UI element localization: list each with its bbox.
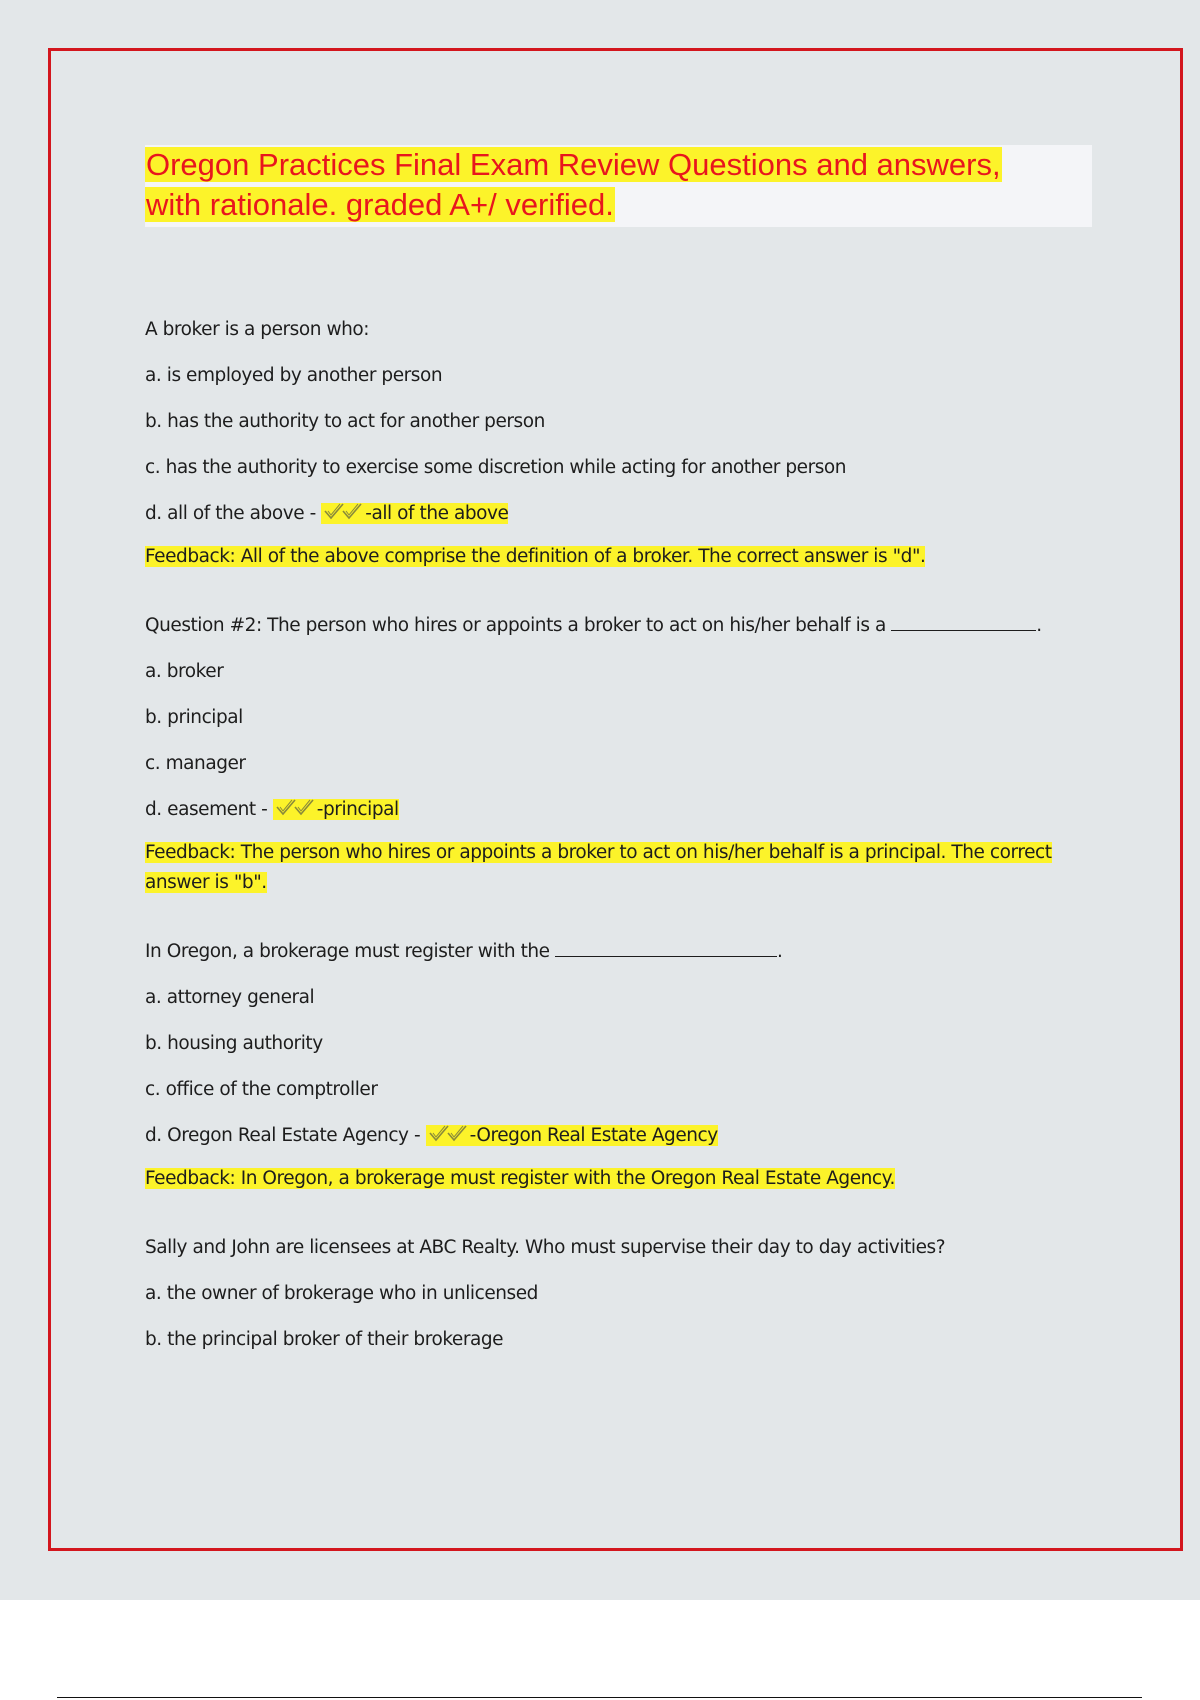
answer-text: -all of the above <box>365 503 509 524</box>
question-prompt <box>145 608 1085 654</box>
question-text: Question #2: The person who hires or appoints a broker to act on his/her behalf is a <box>145 615 892 636</box>
question-prompt <box>145 1230 1085 1276</box>
feedback-text: Feedback: In Oregon, a brokerage must register with the Oregon Real Estate Agency. <box>145 1168 895 1189</box>
question-list <box>145 312 1085 1404</box>
fill-in-blank <box>891 612 1036 631</box>
question-text-end: . <box>1036 615 1042 636</box>
feedback <box>145 542 1085 572</box>
option-text: d. easement - <box>145 799 273 820</box>
double-check-icon <box>275 794 317 830</box>
correct-answer <box>321 503 508 524</box>
answer-option <box>145 496 1085 542</box>
answer-option: a. the owner of brokerage who in unlicensed <box>145 1283 538 1304</box>
feedback <box>145 838 1085 898</box>
question-text: In Oregon, a brokerage must register with the <box>145 941 556 962</box>
double-check-icon <box>428 1120 470 1156</box>
question-prompt <box>145 312 1085 358</box>
feedback-text: Feedback: The person who hires or appoints a broker to act on his/her behalf is a principal. The correct answer is "b". <box>145 842 1052 893</box>
answer-option <box>145 1118 1085 1164</box>
question-text: Sally and John are licensees at ABC Realty. Who must supervise their day to day activities? <box>145 1237 946 1258</box>
answer-option: b. has the authority to act for another person <box>145 411 545 432</box>
document-title <box>145 145 1092 225</box>
footer-divider <box>57 1697 1142 1698</box>
correct-answer <box>273 799 399 820</box>
question-prompt <box>145 934 1085 980</box>
question-block <box>145 608 1085 898</box>
answer-text: -principal <box>316 799 399 820</box>
title-line: Oregon Practices Final Exam Review Questions and answers, <box>146 147 1001 182</box>
answer-option: c. office of the comptroller <box>145 1079 378 1100</box>
answer-option: a. attorney general <box>145 987 315 1008</box>
title-line: with rationale. graded A+/ verified. <box>146 187 614 222</box>
fill-in-blank <box>555 938 777 957</box>
correct-answer <box>426 1125 718 1146</box>
answer-option: c. has the authority to exercise some discretion while acting for another person <box>145 457 847 478</box>
question-text: A broker is a person who: <box>145 319 370 340</box>
answer-option: b. housing authority <box>145 1033 323 1054</box>
question-block <box>145 934 1085 1194</box>
answer-option: b. the principal broker of their brokerage <box>145 1329 504 1350</box>
answer-option: a. is employed by another person <box>145 365 443 386</box>
feedback <box>145 1164 1085 1194</box>
option-text: d. all of the above - <box>145 503 322 524</box>
double-check-icon <box>323 498 365 534</box>
feedback-text: Feedback: All of the above comprise the definition of a broker. The correct answer is "d". <box>145 546 926 567</box>
answer-text: -Oregon Real Estate Agency <box>469 1125 718 1146</box>
option-text: d. Oregon Real Estate Agency - <box>145 1125 426 1146</box>
answer-option: b. principal <box>145 707 243 728</box>
question-text-end: . <box>777 941 783 962</box>
answer-option <box>145 792 1085 838</box>
question-block <box>145 1230 1085 1368</box>
answer-option: a. broker <box>145 661 224 682</box>
answer-option: c. manager <box>145 753 246 774</box>
question-block <box>145 312 1085 572</box>
